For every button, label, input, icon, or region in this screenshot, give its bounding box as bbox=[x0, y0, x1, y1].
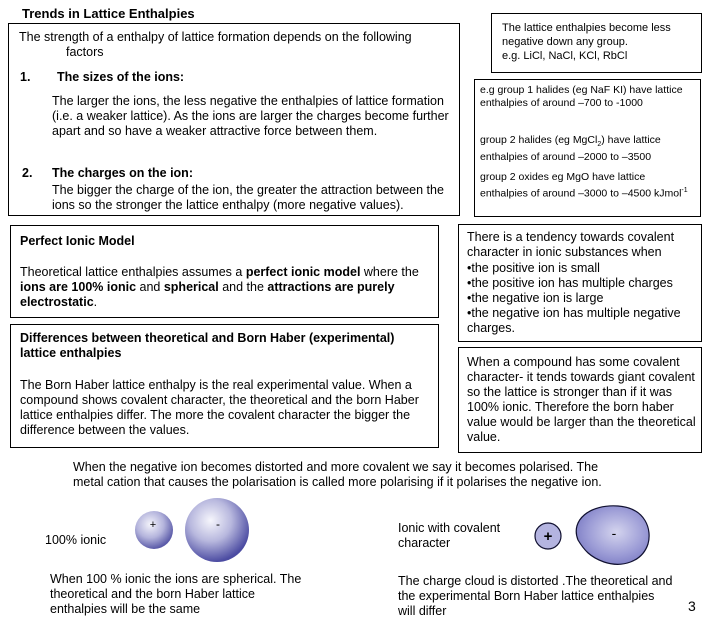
factor2-number: 2. bbox=[22, 166, 33, 180]
unit-superscript: -1 bbox=[681, 187, 688, 194]
group1-halides-text: e.g group 1 halides (eg NaF KI) have lattice enthalpies of around –700 to -1000 bbox=[480, 84, 683, 109]
list-item: •the positive ion has multiple charges bbox=[467, 276, 673, 290]
group2-oxides-body: group 2 oxides eg MgO have lattice enthalpies of around –3000 to –4500 bbox=[480, 171, 652, 200]
covalent-label: Ionic with covalent character bbox=[398, 521, 501, 550]
perfect-ionic-bold-part: ions are 100% ionic bbox=[20, 280, 137, 294]
perfect-ionic-bold-part: attractions are purely electrostatic bbox=[20, 280, 395, 309]
factors-box bbox=[8, 23, 460, 216]
intro-line-1: The strength of a enthalpy of lattice formation depends on the following bbox=[19, 30, 412, 44]
polarised-ions-diagram bbox=[530, 498, 660, 573]
group2-halides-end: ) have lattice enthalpies of around –2000 to –3500 bbox=[480, 134, 661, 164]
factor2-heading: The charges on the ion: bbox=[52, 166, 193, 180]
factor1-heading: The sizes of the ions: bbox=[57, 70, 185, 84]
perfect-ionic-text-part: and the bbox=[218, 280, 268, 294]
factors-intro bbox=[19, 30, 454, 60]
differences-text: The Born Haber lattice enthalpy is the real experimental value. When a compound shows covalent character, the theoretical and the born Haber lattice enthalpies differ. The more the covalent character the bigger the difference between the values. bbox=[20, 378, 419, 437]
page-number: 3 bbox=[688, 598, 696, 614]
perfect-ionic-bold-part: spherical bbox=[163, 280, 219, 294]
polarisation-line-1: When the negative ion becomes distorted and more covalent we say it becomes polarised. The bbox=[73, 460, 599, 474]
group-trend-text: The lattice enthalpies become less negative down any group. bbox=[502, 22, 671, 48]
ionic-spheres-diagram bbox=[120, 492, 250, 572]
compound-covalent-box bbox=[458, 347, 702, 453]
polarisation-text bbox=[73, 460, 693, 490]
ionic-label: 100% ionic bbox=[45, 533, 107, 547]
list-item: •the negative ion has multiple negative charges. bbox=[467, 306, 681, 335]
list-item: •the negative ion is large bbox=[467, 291, 604, 305]
differences-box bbox=[10, 324, 439, 448]
anion-minus-sign: - bbox=[611, 525, 617, 541]
unit-text: kJmol bbox=[653, 187, 682, 200]
polarisation-line-2: metal cation that causes the polarisation is called more polarising if it polarises the negative ion. bbox=[73, 475, 602, 489]
factor2-text: The bigger the charge of the ion, the greater the attraction between the ions so the stronger the lattice enthalpy (more negative values). bbox=[52, 183, 444, 212]
group2-halides-start: group 2 halides (eg MgCl bbox=[480, 134, 598, 146]
perfect-ionic-text-part: where the bbox=[360, 265, 419, 279]
perfect-ionic-text-part: Theoretical lattice enthalpies assumes a bbox=[20, 265, 246, 279]
list-item: •the positive ion is small bbox=[467, 261, 600, 275]
perfect-ionic-text-part: . bbox=[93, 295, 98, 309]
covalent-caption: The charge cloud is distorted .The theoretical and the experimental Born Haber lattice enthalpies will differ bbox=[398, 574, 673, 618]
perfect-ionic-text-part: and bbox=[136, 280, 164, 294]
group2-oxides-text bbox=[480, 171, 692, 201]
perfect-ionic-bold-part: perfect ionic model bbox=[245, 265, 361, 279]
intro-line-2: factors bbox=[66, 45, 104, 59]
covalent-tendency-intro: There is a tendency towards covalent character in ionic substances when bbox=[467, 230, 675, 259]
perfect-ionic-box bbox=[10, 225, 439, 318]
compound-covalent-text: When a compound has some covalent character- it tends towards giant covalent so the lattice is stronger than if it was 100% ionic. Therefore the born haber value would be larger than the theoretical value. bbox=[467, 355, 696, 444]
anion-minus-sign: - bbox=[216, 517, 220, 531]
group2-halides-subscript: 2 bbox=[597, 141, 602, 149]
page-title: Trends in Lattice Enthalpies bbox=[22, 6, 195, 21]
group2-halides-text bbox=[480, 134, 695, 164]
cation-plus-sign: + bbox=[149, 519, 157, 531]
group-trend-example: e.g. LiCl, NaCl, KCl, RbCl bbox=[502, 50, 628, 62]
perfect-ionic-text bbox=[20, 265, 432, 310]
factor1-number: 1. bbox=[20, 70, 31, 84]
differences-heading: Differences between theoretical and Born Haber (experimental) lattice enthalpies bbox=[20, 331, 395, 360]
group-trend-box bbox=[491, 13, 702, 73]
cation-plus-sign: + bbox=[543, 528, 553, 545]
factor1-text: The larger the ions, the less negative the enthalpies of lattice formation (i.e. a weaker lattice). As the ions are larger the charges become further apart and so have a weaker attractive force between them. bbox=[52, 94, 449, 138]
covalent-tendency-list bbox=[467, 261, 697, 336]
ionic-caption: When 100 % ionic the ions are spherical. The theoretical and the born Haber lattice enthalpies will be the same bbox=[50, 572, 302, 616]
perfect-ionic-heading: Perfect Ionic Model bbox=[20, 234, 135, 248]
covalent-tendency-box bbox=[458, 224, 702, 342]
lattice-values-box bbox=[474, 79, 701, 217]
